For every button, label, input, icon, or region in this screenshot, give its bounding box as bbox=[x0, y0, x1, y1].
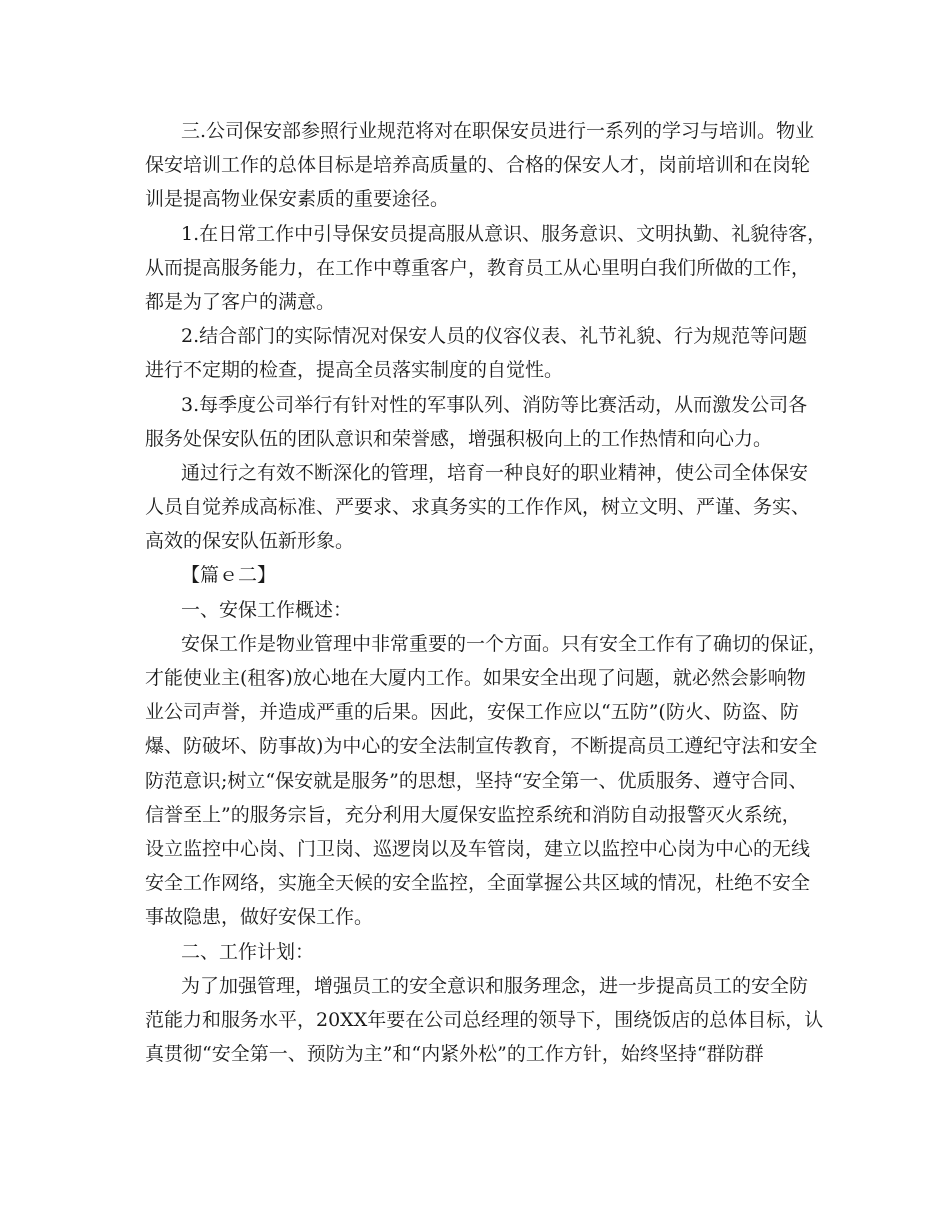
text-line: 从而提高服务能力，在工作中尊重客户，教育员工从心里明白我们所做的工作， bbox=[145, 256, 811, 279]
text-line: 3.每季度公司举行有针对性的军事队列、消防等比赛活动，从而激发公司各 bbox=[181, 393, 808, 416]
text-line: 爆、防破坏、防事故)为中心的安全法制宣传教育，不断提高员工遵纪守法和安全 bbox=[145, 735, 818, 758]
text-line: 防范意识;树立“保安就是服务”的思想，坚持“安全第一、优质服务、遵守合同、 bbox=[145, 769, 808, 792]
text-line: 进行不定期的检查，提高全员落实制度的自觉性。 bbox=[145, 359, 564, 382]
text-line: 2.结合部门的实际情况对保安人员的仪容仪表、礼节礼貌、行为规范等问题 bbox=[181, 325, 808, 348]
text-line: 服务处保安队伍的团队意识和荣誉感，增强积极向上的工作热情和向心力。 bbox=[145, 427, 773, 450]
text-line: 范能力和服务水平，20XX年要在公司总经理的领导下，围绕饭店的总体目标，认 bbox=[145, 1008, 824, 1031]
text-line: 信誉至上”的服务宗旨，充分利用大厦保安监控系统和消防自动报警灭火系统， bbox=[145, 803, 801, 826]
text-line: 二、工作计划： bbox=[181, 940, 315, 963]
text-line: 安全工作网络，实施全天候的安全监控，全面掌握公共区域的情况，杜绝不安全 bbox=[145, 872, 811, 895]
text-line: 训是提高物业保安素质的重要途径。 bbox=[145, 188, 450, 211]
text-line: 都是为了客户的满意。 bbox=[145, 290, 336, 313]
text-line: 才能使业主(租客)放心地在大厦内工作。如果安全出现了问题，就必然会影响物 bbox=[145, 667, 806, 689]
text-line: 设立监控中心岗、门卫岗、巡逻岗以及车管岗，建立以监控中心岗为中心的无线 bbox=[145, 837, 811, 860]
text-line: 通过行之有效不断深化的管理，培育一种良好的职业精神，使公司全体保安 bbox=[181, 461, 809, 484]
text-line: 人员自觉养成高标准、严要求、求真务实的工作作风，树立文明、严谨、务实、 bbox=[145, 496, 811, 519]
text-line: 保安培训工作的总体目标是培养高质量的、合格的保安人才，岗前培训和在岗轮 bbox=[145, 154, 811, 177]
text-line: 一、安保工作概述： bbox=[181, 598, 353, 621]
text-line: 1.在日常工作中引导保安员提高服从意识、服务意识、文明执勤、礼貌待客， bbox=[181, 222, 827, 245]
text-line: 高效的保安队伍新形象。 bbox=[145, 530, 355, 553]
document-body bbox=[145, 114, 835, 1071]
text-line: 三.公司保安部参照行业规范将对在职保安员进行一系列的学习与培训。物业 bbox=[181, 120, 815, 142]
text-line: 事故隐患，做好安保工作。 bbox=[145, 906, 374, 929]
text-line: 安保工作是物业管理中非常重要的一个方面。只有安全工作有了确切的保证， bbox=[181, 632, 828, 655]
text-line: 【篇ｅ二】 bbox=[181, 564, 277, 587]
text-line: 业公司声誉，并造成严重的后果。因此，安保工作应以“五防”(防火、防盗、防 bbox=[145, 701, 799, 724]
text-line: 为了加强管理，增强员工的安全意识和服务理念，进一步提高员工的安全防 bbox=[181, 974, 809, 997]
text-line: 真贯彻“安全第一、预防为主”和“内紧外松”的工作方针，始终坚持“群防群 bbox=[145, 1043, 764, 1066]
